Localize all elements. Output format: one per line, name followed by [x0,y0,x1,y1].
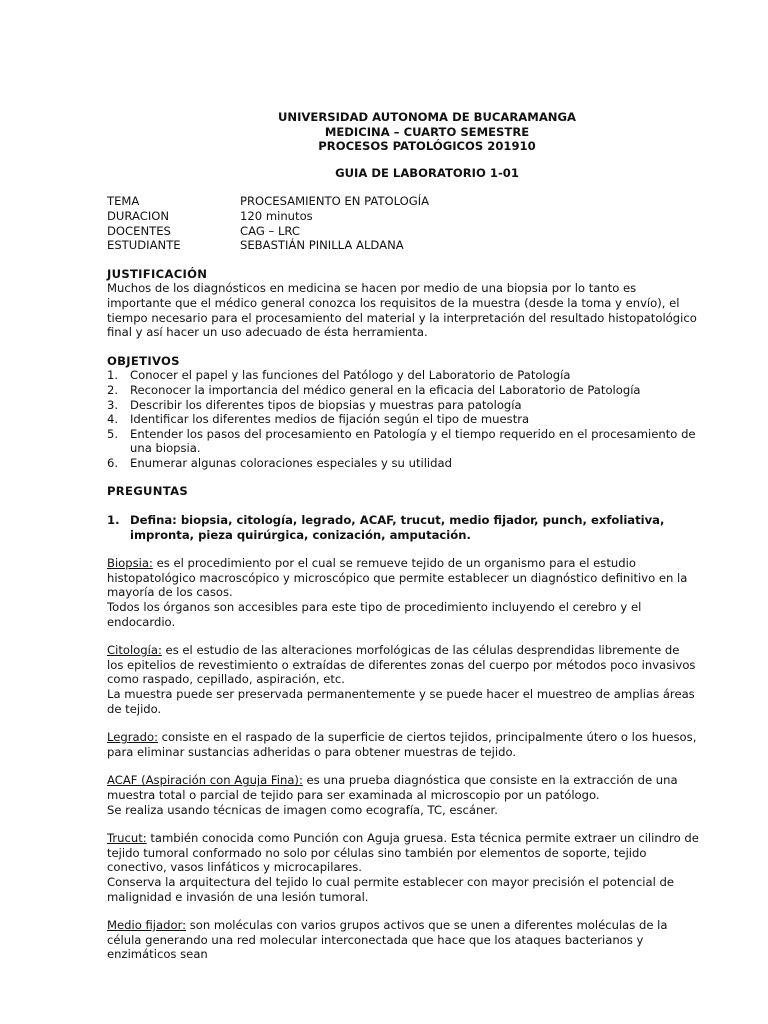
item-text: Describir los diferentes tipos de biopsias y muestras para patología [130,397,522,412]
info-value: 120 minutos [240,208,313,223]
objetivos-list [107,368,699,470]
info-value: PROCESAMIENTO EN PATOLOGÍA [240,194,430,209]
question-text: Defina: biopsia, citología, legrado, ACAF, trucut, medio fijador, punch, exfoliativa, impronta, pieza quirúrgica, conización, amputación. [130,513,665,542]
item-number: 6. [107,455,119,470]
definition-text: es una prueba diagnóstica que consiste en la extracción de una muestra total o parcial de tejido para ser examinada al microscopio por un patólogo. [107,773,678,802]
definition-text: es el estudio de las alteraciones morfológicas de las células desprendidas libremente de los epitelios de revestimiento o extraídas de diferentes zonas del cuerpo por métodos poco invasivos como raspado, cepillado, aspiración, etc. [107,643,696,687]
info-key: DURACION [107,208,170,223]
definition-medio-fijador [107,918,699,962]
definition-citologia [107,643,699,716]
info-row [107,224,429,239]
item-text: Identificar los diferentes medios de fijación según el tipo de muestra [130,412,530,427]
preguntas-heading: PREGUNTAS [107,484,189,499]
definition-term: Legrado: [107,730,158,745]
definition-term: ACAF (Aspiración con Aguja Fina): [107,773,303,788]
definition-acaf [107,773,699,817]
question-number: 1. [107,513,120,528]
definition-extra: Todos los órganos son accesibles para este tipo de procedimiento incluyendo el cerebro y el endocardio. [107,600,642,629]
info-row [107,194,429,209]
info-key: ESTUDIANTE [107,238,181,253]
guide-title: GUIA DE LABORATORIO 1-01 [335,165,519,180]
program-name: MEDICINA – CUARTO SEMESTRE [324,124,530,139]
definition-term: Biopsia: [107,556,153,571]
info-row [107,209,429,224]
list-item [107,412,699,427]
list-item [107,383,699,398]
info-table [107,194,429,252]
definition-term: Trucut: [107,831,147,846]
item-number: 2. [107,382,119,397]
definition-extra: Se realiza usando técnicas de imagen como ecografía, TC, escáner. [107,802,498,817]
item-text: Reconocer la importancia del médico general en la eficacia del Laboratorio de Patología [130,382,641,397]
justificacion-heading: JUSTIFICACIÓN [107,266,208,281]
item-number: 1. [107,368,119,383]
item-number: 5. [107,426,119,441]
info-value: SEBASTIÁN PINILLA ALDANA [240,238,404,253]
course-name: PROCESOS PATOLÓGICOS 201910 [318,139,536,154]
info-key: DOCENTES [107,223,171,238]
document-page [107,110,699,962]
definition-term: Citología: [107,643,162,658]
definition-legrado [107,730,699,759]
definition-text: es el procedimiento por el cual se remueve tejido de un organismo para el estudio histopatológico macroscópico y microscópico que permite establecer un diagnóstico definitivo en la mayoría de los casos. [107,556,688,600]
question-1 [107,513,699,542]
list-item [107,427,699,456]
item-text: Conocer el papel y las funciones del Patólogo y del Laboratorio de Patología [130,368,571,383]
objetivos-heading: OBJETIVOS [107,353,180,368]
list-item [107,456,699,471]
info-key: TEMA [107,194,140,209]
definition-trucut [107,831,699,904]
list-item [107,368,699,383]
info-row [107,238,429,253]
university-name: UNIVERSIDAD AUTONOMA DE BUCARAMANGA [278,110,576,124]
item-number: 4. [107,412,119,427]
item-text: Enumerar algunas coloraciones especiales y su utilidad [130,455,452,470]
definition-text: también conocida como Punción con Aguja gruesa. Esta técnica permite extraer un cilindro de tejido tumoral conformado no solo por células sino también por elementos de soporte, tejido conectivo, vasos linfáticos y microcapilares. [107,831,699,875]
document-header [107,110,699,154]
list-item [107,398,699,413]
definition-text: consiste en el raspado de la superficie de ciertos tejidos, principalmente útero o los huesos, para eliminar sustancias adheridas o para obtener muestras de tejido. [107,730,697,759]
item-number: 3. [107,397,119,412]
info-value: CAG – LRC [240,223,301,238]
definition-extra: Conserva la arquitectura del tejido lo cual permite establecer con mayor precisión el potencial de malignidad e invasión de una lesión tumoral. [107,874,674,904]
justificacion-text: Muchos de los diagnósticos en medicina se hacen por medio de una biopsia por lo tanto es importante que el médico general conozca los requisitos de la muestra (desde la toma y envío), el tiempo necesario para el procesamiento del material y la interpretación del resultado histopatológico final y así hacer un uso adecuado de ésta herramienta. [107,281,697,340]
definition-term: Medio fijador: [107,918,187,933]
definition-biopsia [107,556,699,629]
item-text: Entender los pasos del procesamiento en Patología y el tiempo requerido en el procesamiento de una biopsia. [130,426,696,456]
definition-text: son moléculas con varios grupos activos que se unen a diferentes moléculas de la célula generando una red molecular interconectada que hace que los ataques bacterianos y enzimáticos sean [107,918,668,962]
definition-extra: La muestra puede ser preservada permanentemente y se puede hacer el muestreo de amplias áreas de tejido. [107,687,695,716]
